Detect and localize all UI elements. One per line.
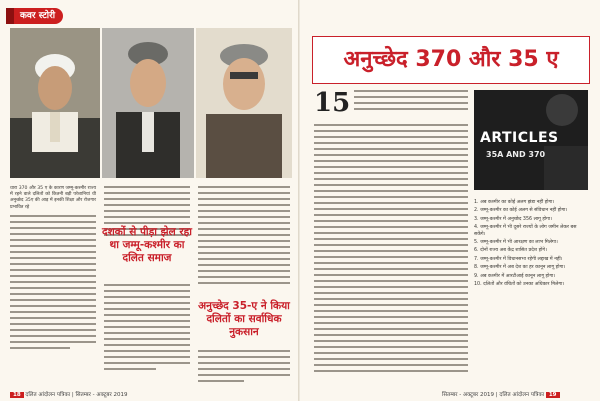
footer-title: दलित आंदोलन पत्रिका [25, 392, 71, 398]
footer-issue: सितम्बर - अक्टूबर 2019 [75, 392, 128, 398]
text-column-right-1 [314, 124, 468, 376]
list-item: 2. जम्मू-कश्मीर का कोई अलग से संविधान नहीं होगा। [474, 208, 568, 214]
page-number: 19 [546, 392, 560, 398]
artwork-subtitle: 35A AND 370 [486, 150, 546, 159]
body-paragraph: धारा 370 और 35 ए के कारण जम्मू-कश्मीर राज्य में रहने वाले दलितों को कितनी बड़ी परेशानियां थी अनुच्छेद 35ए की आड़ में इनकी शिक्षा और रोजगार प्रभावित रहे [10, 186, 96, 210]
drop-number: 15 [314, 88, 351, 118]
section-tag: कवर स्टोरी [14, 8, 63, 24]
left-footer: 18 दलित आंदोलन पत्रिका | सितम्बर - अक्टूबर 2019 [10, 390, 128, 398]
points-list [474, 200, 588, 290]
portrait-image [196, 28, 292, 178]
portrait-photo-farooq [196, 28, 292, 178]
portrait-photo-leader [102, 28, 194, 178]
text-column-3 [198, 186, 290, 288]
pull-quote-2: अनुच्छेद 35-ए ने किया दलितों का सर्वाधिक नुकसान [198, 300, 290, 338]
list-item: 3. जम्मू-कश्मीर में अनुच्छेद 356 लागू होगा। [474, 216, 552, 222]
footer-issue: सितम्बर - अक्टूबर 2019 [442, 392, 495, 398]
artwork-title: ARTICLES [480, 130, 559, 146]
list-item: 6. दोनों राज्य अब केंद्र शासित प्रदेश होंगे। [474, 248, 547, 254]
page-number: 18 [10, 392, 24, 398]
right-footer: सितम्बर - अक्टूबर 2019 | दलित आंदोलन पत्रिका 19 [442, 390, 560, 398]
portrait-image [102, 28, 194, 178]
list-item: 1. अब कश्मीर का कोई अलग झंडा नहीं होगा। [474, 200, 555, 205]
pull-quote-1: दशकों से पीड़ा झेल रहा था जम्मू-कश्मीर का दलित समाज [102, 226, 192, 264]
list-item: 5. जम्मू-कश्मीर में भी आरक्षण का लाभ मिलेगा। [474, 240, 558, 246]
list-item: 4. जम्मू-कश्मीर में भी दूसरे राज्यों के लोग जमीन लेकर बस सकेंगे। [474, 225, 577, 237]
portrait-photo-nehru [10, 28, 100, 178]
footer-title: दलित आंदोलन पत्रिका [499, 392, 545, 398]
articles-artwork [474, 90, 588, 190]
list-item: 8. जम्मू-कश्मीर में अब देश का हर कानून लागू होगा। [474, 265, 566, 271]
portrait-image [10, 28, 100, 178]
section-tag-arrow [6, 8, 14, 24]
list-item: 7. जम्मू-कश्मीर में विधानसभा रहेगी लद्दाख में नहीं। [474, 256, 563, 262]
list-item: 10. दलितों और वंचितों को उनका अधिकार मिलेगा। [474, 282, 565, 288]
top-margin [300, 0, 600, 28]
article-headline: अनुच्छेद 370 और 35 ए [312, 36, 590, 84]
list-item: 9. अब कश्मीर में आरटीआई कानून लागू होगा। [474, 273, 556, 279]
intro-text [354, 90, 468, 114]
text-column-1 [10, 186, 96, 353]
text-column-2b [104, 284, 190, 374]
text-column-3b [198, 350, 290, 386]
